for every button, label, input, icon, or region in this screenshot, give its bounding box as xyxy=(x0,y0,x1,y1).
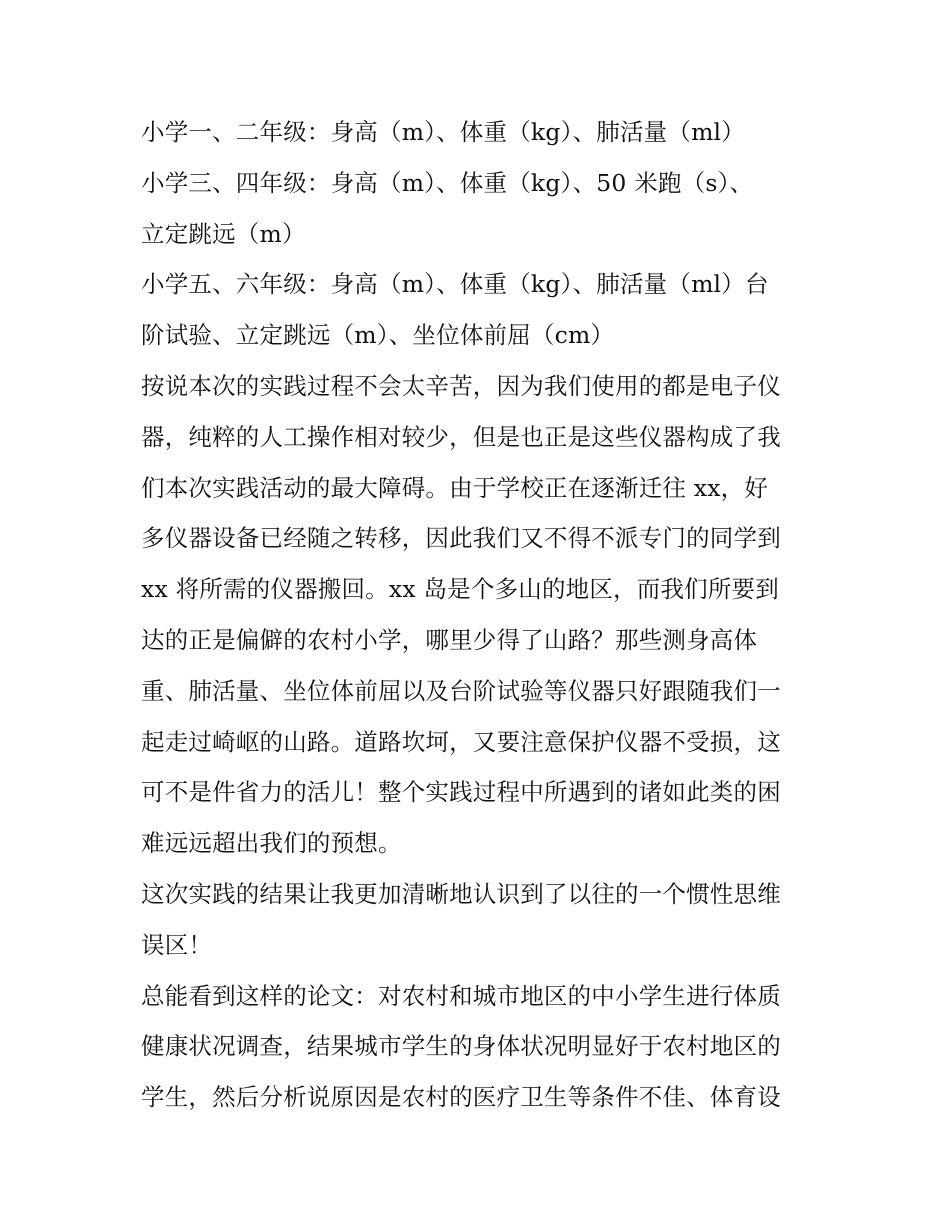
text-line: 小学一、二年级：身高（m）、体重（kg）、肺活量（ml） xyxy=(141,118,745,146)
text-line: xx 将所需的仪器搬回。xx 岛是个多山的地区，而我们所要到 xyxy=(141,575,779,604)
text-line: 小学三、四年级：身高（m）、体重（kg）、50 米跑（s）、 xyxy=(141,168,754,197)
text-line: 学生，然后分析说原因是农村的医疗卫生等条件不佳、体育设 xyxy=(141,1083,781,1112)
text-line: 多仪器设备已经随之转移，因此我们又不得不派专门的同学到 xyxy=(141,524,781,553)
text-line: 难远远超出我们的预想。 xyxy=(141,829,402,858)
document-body xyxy=(141,107,821,1123)
text-line: 阶试验、立定跳远（m）、坐位体前屈（cm） xyxy=(141,321,615,350)
text-line: 起走过崎岖的山路。道路坎坷，又要注意保护仪器不受损，这 xyxy=(141,727,781,756)
text-line: 们本次实践活动的最大障碍。由于学校正在逐渐迁往 xx，好 xyxy=(141,473,769,502)
text-line: 达的正是偏僻的农村小学，哪里少得了山路？那些测身高体 xyxy=(141,625,758,654)
text-line: 小学五、六年级：身高（m）、体重（kg）、肺活量（ml）台 xyxy=(141,270,769,299)
text-line: 按说本次的实践过程不会太辛苦，因为我们使用的都是电子仪 xyxy=(141,371,781,400)
text-line: 总能看到这样的论文：对农村和城市地区的中小学生进行体质 xyxy=(141,981,781,1010)
text-line: 可不是件省力的活儿！整个实践过程中所遇到的诸如此类的困 xyxy=(141,778,781,807)
text-line: 误区！ xyxy=(141,930,213,959)
text-line: 这次实践的结果让我更加清晰地认识到了以往的一个惯性思维 xyxy=(141,879,781,908)
text-line: 器，纯粹的人工操作相对较少，但是也正是这些仪器构成了我 xyxy=(141,422,781,451)
text-line: 重、肺活量、坐位体前屈以及台阶试验等仪器只好跟随我们一 xyxy=(141,676,781,705)
text-line: 健康状况调查，结果城市学生的身体状况明显好于农村地区的 xyxy=(141,1032,781,1061)
text-line: 立定跳远（m） xyxy=(141,219,306,248)
